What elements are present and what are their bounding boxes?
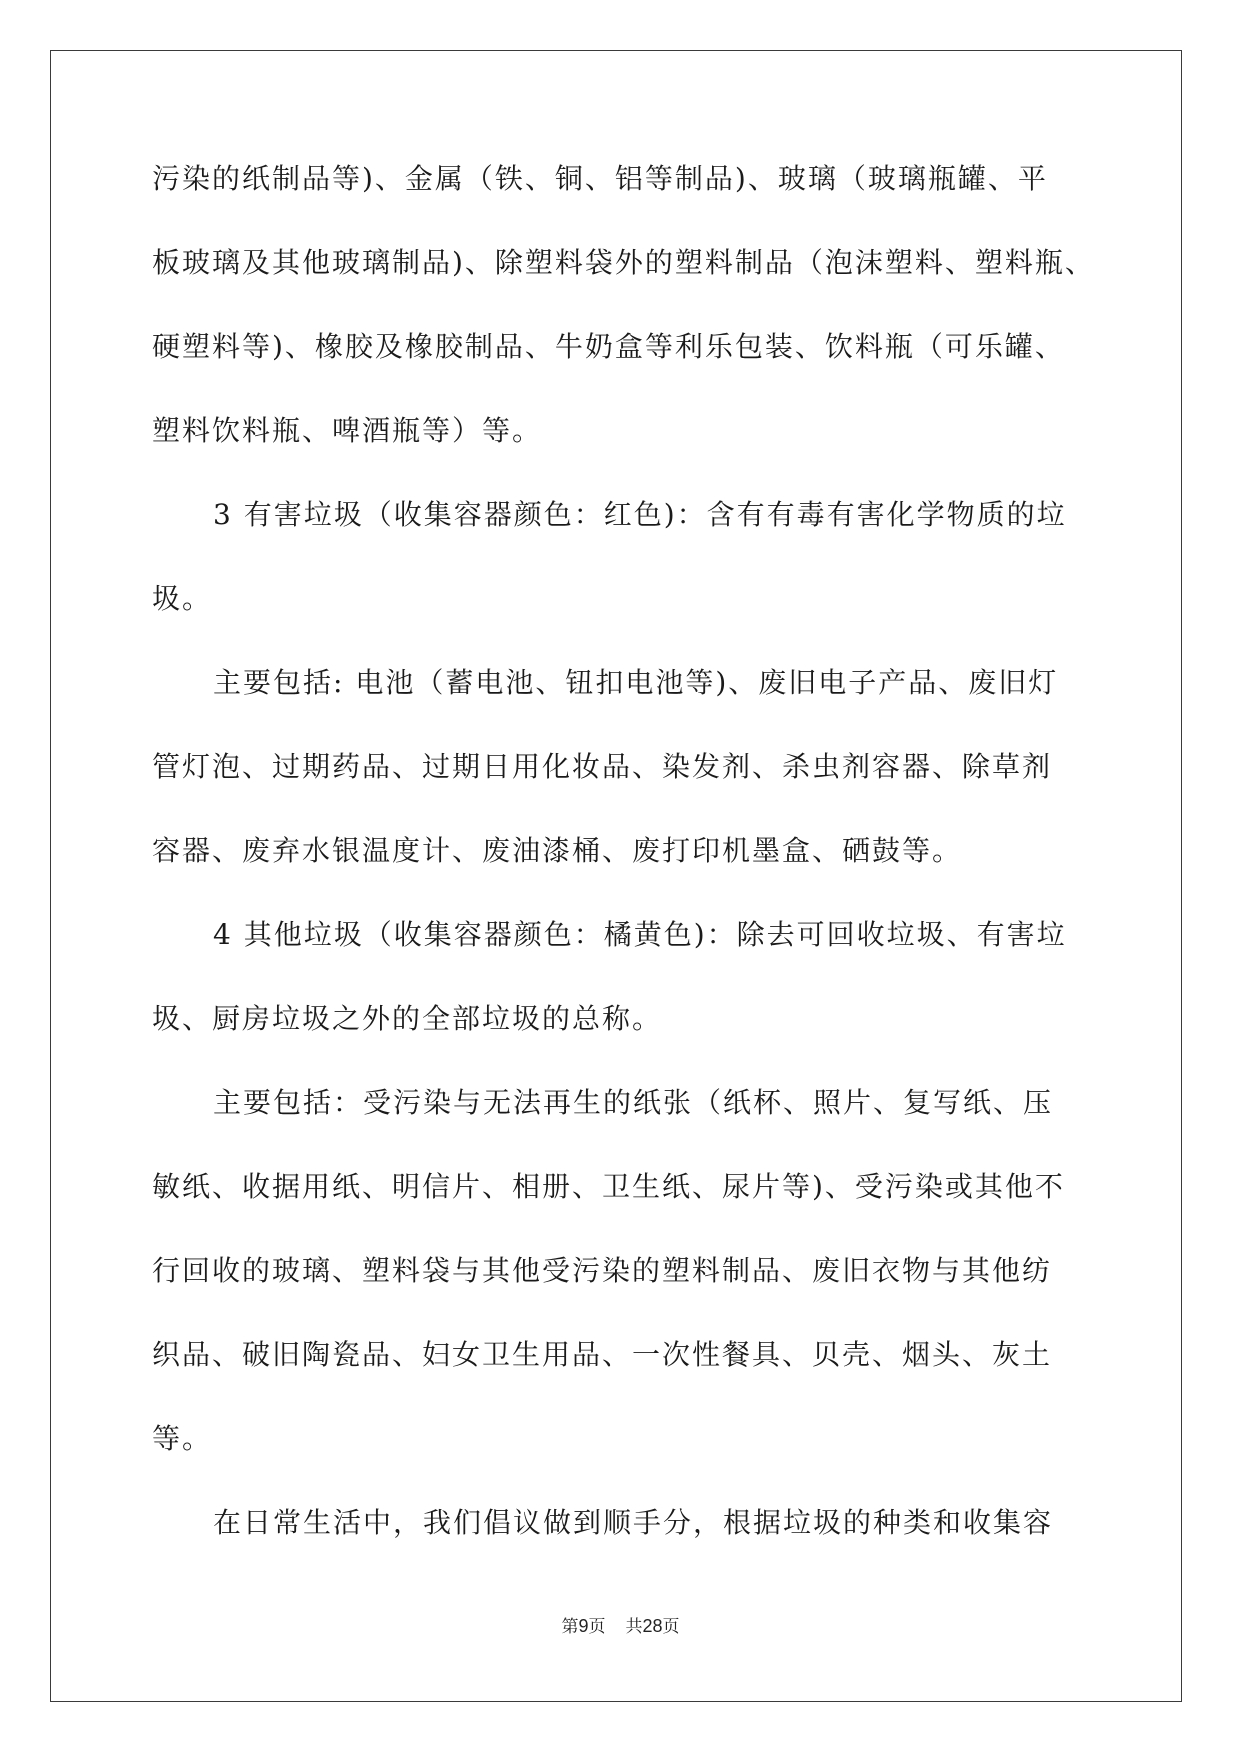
text-line: 织品、破旧陶瓷品、妇女卫生用品、一次性餐具、贝壳、烟头、灰土 — [152, 1338, 1053, 1371]
text-line: 硬塑料等)、橡胶及橡胶制品、牛奶盒等利乐包装、饮料瓶（可乐罐、 — [152, 330, 1065, 363]
text-line: 塑料饮料瓶、啤酒瓶等）等。 — [152, 414, 543, 447]
text-line: 行回收的玻璃、塑料袋与其他受污染的塑料制品、废旧衣物与其他纺 — [152, 1254, 1053, 1287]
page-prefix: 第 — [561, 1617, 579, 1637]
text-line: 管灯泡、过期药品、过期日用化妆品、染发剂、杀虫剂容器、除草剂 — [152, 750, 1053, 783]
text-line: 3 有害垃圾（收集容器颜色：红色)：含有有毒有害化学物质的垃 — [213, 498, 1067, 531]
text-line: 在日常生活中，我们倡议做到顺手分，根据垃圾的种类和收集容 — [213, 1506, 1054, 1539]
text-line: 板玻璃及其他玻璃制品)、除塑料袋外的塑料制品（泡沫塑料、塑料瓶、 — [152, 246, 1095, 279]
page-footer — [0, 1616, 1241, 1637]
text-line: 主要包括: 电池（蓄电池、钮扣电池等)、废旧电子产品、废旧灯 — [213, 666, 1059, 699]
total-suffix: 页 — [662, 1617, 680, 1637]
text-line: 等。 — [152, 1422, 213, 1455]
total-pages: 28 — [642, 1616, 663, 1636]
document-body — [152, 162, 1095, 1591]
page-number: 9 — [578, 1616, 589, 1636]
page-suffix: 页 — [588, 1617, 606, 1637]
total-prefix: 共 — [625, 1617, 643, 1637]
text-line: 4 其他垃圾（收集容器颜色：橘黄色)：除去可回收垃圾、有害垃 — [213, 918, 1067, 951]
text-line: 污染的纸制品等)、金属（铁、铜、铝等制品)、玻璃（玻璃瓶罐、平 — [152, 162, 1048, 195]
text-line: 敏纸、收据用纸、明信片、相册、卫生纸、尿片等)、受污染或其他不 — [152, 1170, 1065, 1203]
text-line: 圾。 — [152, 582, 213, 615]
text-line: 主要包括：受污染与无法再生的纸张（纸杯、照片、复写纸、压 — [213, 1086, 1054, 1119]
text-line: 圾、厨房垃圾之外的全部垃圾的总称。 — [152, 1002, 663, 1035]
text-line: 容器、废弃水银温度计、废油漆桶、废打印机墨盒、硒鼓等。 — [152, 834, 963, 867]
